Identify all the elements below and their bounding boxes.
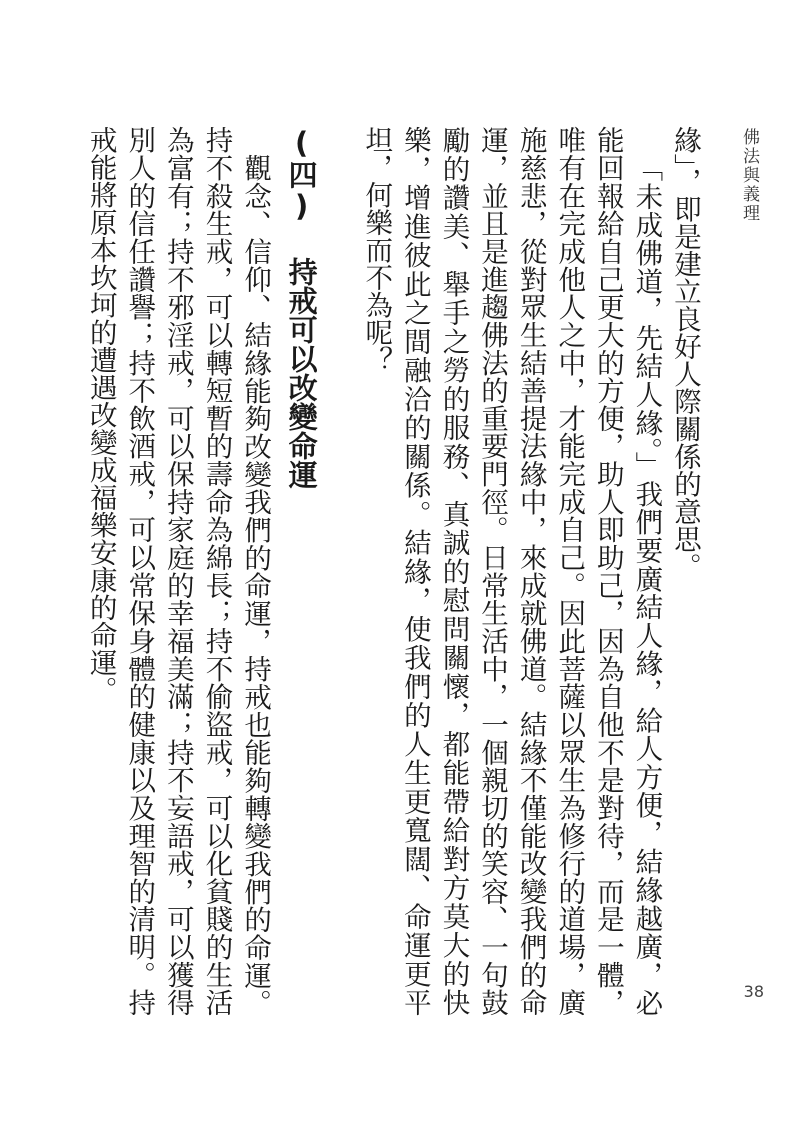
running-header: 佛法與義理 — [739, 128, 759, 223]
page-number: 38 — [743, 982, 764, 1001]
paragraph: 觀念、信仰、結緣能夠改變我們的命運，持戒也能夠轉變我們的命運。持不殺生戒，可以轉短暫的壽命為綿長；持不偷盜戒，可以化貧賤的生活為富有；持不邪淫戒，可以保持家庭的幸福美滿；持不妄語戒，可以獲得別人的信任讚譽；持不飲酒戒，可以常保身體的健康以及理智的清明。持戒能將原本坎坷的遭遇改變成福樂安康的命運。 — [84, 126, 272, 1016]
paragraph: 「未成佛道，先結人緣。」我們要廣結人緣，給人方便，結緣越廣，必能回報給自己更大的方便，助人即助己，因為自他不是對待，而是一體，唯有在完成他人之中，才能完成自己。因此菩薩以眾生為修行的道場，廣施慈悲，從對眾生結善提法緣中，來成就佛道。結緣不僅能改變我們的命運，並且是進趨佛法的重要門徑。日常生活中，一個親切的笑容、一句鼓勵的讚美、舉手之勞的服務、真誠的慰問關懷，都能帶給對方莫大的快樂，增進彼此之間融洽的關係。結緣，使我們的人生更寬闊、命運更平坦，何樂而不為呢？ — [360, 126, 663, 1016]
paragraph: 緣」，即是建立良好人際關係的意思。 — [669, 126, 701, 580]
vertical-text-body — [84, 126, 704, 1016]
section-heading: (四) 持戒可以改變命運 — [284, 126, 319, 489]
